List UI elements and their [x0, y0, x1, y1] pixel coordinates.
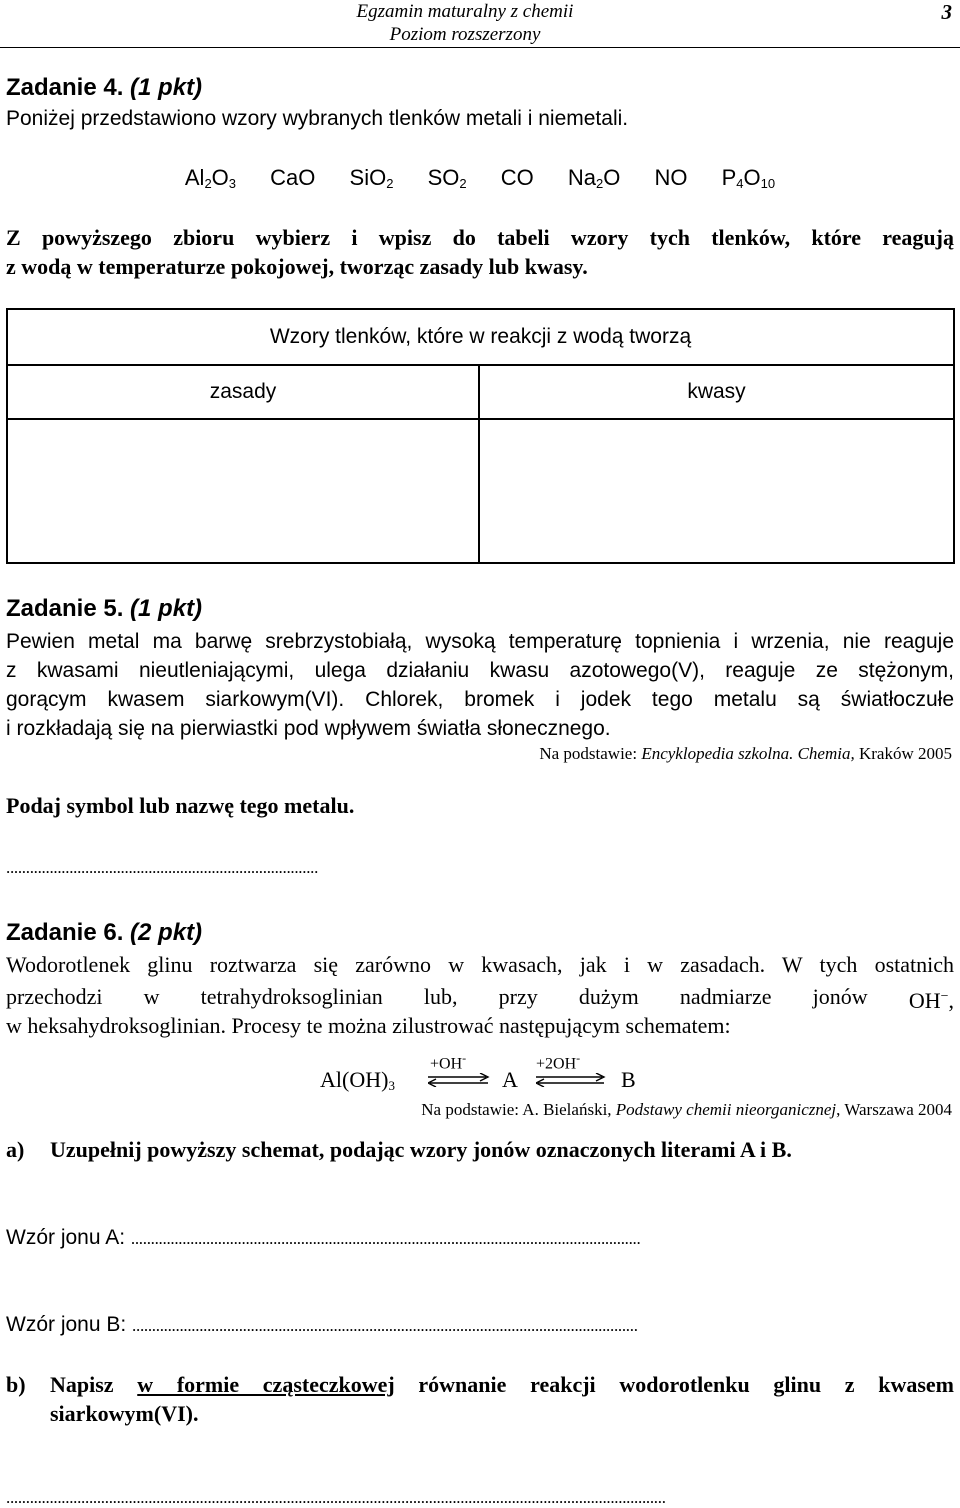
task4-instruction-line2: z wodą w temperaturze pokojowej, tworząc zasady lub kwasy.	[6, 254, 588, 279]
scheme-mid: A	[502, 1067, 518, 1092]
reaction-scheme	[320, 1051, 660, 1095]
page-header	[0, 0, 960, 48]
formula-cao: CaO	[270, 165, 316, 190]
task6-part-a: a) Uzupełnij powyższy schemat, podając wzory jonów oznaczonych literami A i B.	[6, 1137, 792, 1162]
formula-co: CO	[500, 165, 534, 190]
scheme-end: B	[621, 1067, 636, 1092]
hydroxide-ion: OH−,	[908, 988, 954, 1013]
bases-answer-cell[interactable]	[7, 419, 479, 563]
formula-p4o10: $P_4O_{10}$	[721, 165, 776, 191]
ion-a-answer-line[interactable]: .................................................................................................................................	[130, 1229, 641, 1248]
task6-points: (2 pkt)	[130, 919, 203, 946]
task5-answer-line[interactable]: ...............................................................................	[6, 858, 319, 877]
task6-line3: w heksahydroksoglinian. Procesy te można zilustrować następującym schematem:	[6, 1013, 731, 1038]
column-acids-header: kwasy	[479, 365, 954, 419]
header-divider	[0, 47, 960, 48]
task4-intro: Poniżej przedstawiono wzory wybranych tlenków metali i niemetali.	[6, 107, 629, 130]
task6-line2: przechodzi w tetrahydroksoglinian lub, przy dużym nadmiarze jonów OH−,	[6, 984, 954, 1013]
formula-al2o3: $Al_2O_3$	[184, 165, 237, 191]
task5-source: Na podstawie: Encyklopedia szkolna. Chemia, Kraków 2005	[539, 744, 952, 763]
task4-points: (1 pkt)	[130, 74, 203, 101]
equilibrium-arrow-1-icon	[428, 1073, 490, 1087]
task5-points: (1 pkt)	[130, 595, 203, 622]
oxides-table	[6, 308, 955, 564]
task6-title: Zadanie 6. (2 pkt)	[6, 919, 203, 946]
exam-title: Egzamin maturalny z chemii	[356, 1, 574, 22]
task6-bottom-answer-line[interactable]: .......................................................................................................................................................................	[6, 1488, 666, 1507]
task5-line1: Pewien metal ma barwę srebrzystobiałą, wysoką temperaturę topnienia i wrzenia, nie reaguje	[6, 630, 954, 653]
task5-line4: i rozkładają się na pierwiastki pod wpływem światła słonecznego.	[6, 717, 611, 740]
formula-sio2: SiO$_2$	[349, 165, 394, 191]
formula-no: NO	[654, 165, 688, 190]
task6-source: Na podstawie: A. Bielański, Podstawy chemii nieorganicznej, Warszawa 2004	[421, 1100, 952, 1119]
formula-so2: $SO_2$	[427, 165, 467, 191]
equilibrium-arrow-2-icon	[536, 1073, 606, 1087]
arrow1-label: +OH-	[430, 1051, 467, 1073]
exam-level: Poziom rozszerzony	[389, 24, 541, 45]
task4-title: Zadanie 4. (1 pkt)	[6, 74, 203, 101]
task5-title: Zadanie 5. (1 pkt)	[6, 595, 203, 622]
ion-b-answer: Wzór jonu B: ................................................................................................................................	[6, 1313, 638, 1336]
task6-line1: Wodorotlenek glinu roztwarza się zarówno w kwasach, jak i w zasadach. W tych ostatnich	[6, 952, 954, 977]
page-number: 3	[941, 0, 952, 24]
task4-instruction-line1: Z powyższego zbioru wybierz i wpisz do tabeli wzory tych tlenków, które reagują	[6, 225, 954, 250]
column-bases-header: zasady	[7, 365, 479, 419]
arrow2-label: +2OH-	[536, 1051, 581, 1073]
oxides-table-header: Wzory tlenków, które w reakcji z wodą tworzą	[7, 309, 954, 365]
scheme-start: $Al(OH)_3$	[320, 1067, 395, 1093]
task5-line2: z kwasami nieutleniającymi, ulega działaniu kwasu azotowego(V), reaguje ze stężonym,	[6, 659, 954, 682]
task5-line3: gorącym kwasem siarkowym(VI). Chlorek, bromek i jodek tego metalu są światłoczułe	[6, 688, 954, 711]
ion-b-answer-line[interactable]: ................................................................................................................................	[132, 1316, 638, 1335]
formula-na2o: $Na_2O$	[567, 165, 621, 191]
oxide-formulas	[0, 165, 960, 191]
task5-question: Podaj symbol lub nazwę tego metalu.	[6, 793, 355, 818]
ion-a-answer: Wzór jonu A: .................................................................................................................................	[6, 1226, 641, 1249]
acids-answer-cell[interactable]	[479, 419, 954, 563]
